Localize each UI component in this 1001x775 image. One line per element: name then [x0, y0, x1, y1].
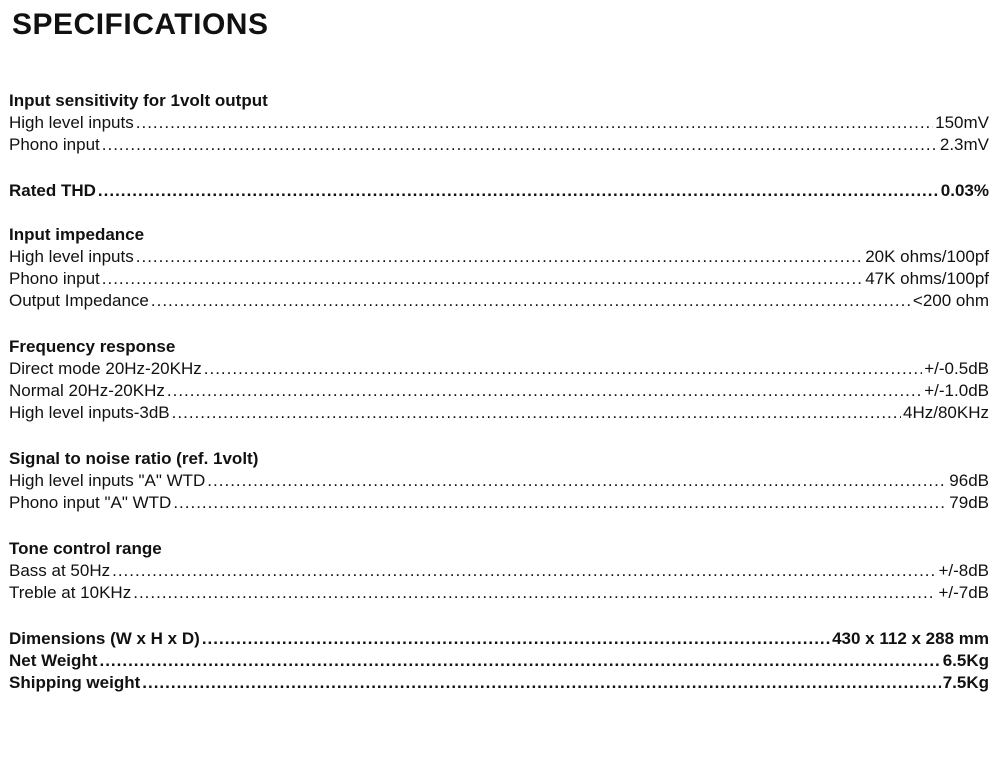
spec-label: Net Weight [9, 651, 98, 670]
spec-label: Output Impedance [9, 291, 149, 310]
dot-leader [172, 402, 901, 424]
spec-label: Phono input [9, 135, 100, 154]
spec-row [9, 470, 989, 492]
dot-leader [142, 672, 940, 694]
spec-row [9, 560, 989, 582]
dot-leader [133, 582, 936, 604]
spec-label: High level inputs [9, 113, 134, 132]
spec-label: Bass at 50Hz [9, 561, 111, 580]
spec-value: 47K ohms/100pf [865, 269, 989, 288]
dot-leader [112, 560, 936, 582]
section-heading: Signal to noise ratio (ref. 1volt) [9, 449, 259, 468]
spec-label: High level inputs-3dB [9, 403, 170, 422]
spec-label: Normal 20Hz-20KHz [9, 381, 165, 400]
spec-section [9, 224, 989, 312]
section-heading: Input impedance [9, 225, 145, 244]
dot-leader [204, 358, 923, 380]
spec-section [9, 538, 989, 604]
dot-leader [98, 180, 939, 202]
dot-leader [167, 380, 922, 402]
section-heading: Frequency response [9, 337, 176, 356]
spec-row [9, 290, 989, 312]
spec-value: 4Hz/80KHz [903, 403, 989, 422]
spec-value: 79dB [949, 493, 989, 512]
spec-row [9, 112, 989, 134]
dot-leader [136, 112, 933, 134]
section-heading: Input sensitivity for 1volt output [9, 91, 268, 110]
spec-label: Dimensions (W x H x D) [9, 629, 200, 648]
spec-section [9, 90, 989, 156]
spec-label: High level inputs [9, 247, 134, 266]
spec-row [9, 358, 989, 380]
spec-label: Phono input [9, 269, 100, 288]
spec-label: Treble at 10KHz [9, 583, 132, 602]
dot-leader [151, 290, 911, 312]
spec-section [9, 628, 989, 694]
spec-row [9, 402, 989, 424]
spec-row [9, 268, 989, 290]
section-heading: Tone control range [9, 539, 162, 558]
spec-value: +/-7dB [938, 583, 989, 602]
dot-leader [202, 628, 830, 650]
spec-value: 150mV [935, 113, 989, 132]
spec-label: Phono input "A" WTD [9, 493, 172, 512]
spec-value: 6.5Kg [942, 651, 989, 670]
spec-value: 430 x 112 x 288 mm [832, 629, 989, 648]
spec-value: 2.3mV [939, 135, 989, 154]
spec-row [9, 134, 989, 156]
spec-row [9, 628, 989, 650]
spec-value: 0.03% [940, 181, 989, 200]
spec-row [9, 650, 989, 672]
spec-value: +/-0.5dB [924, 359, 989, 378]
spec-value: 20K ohms/100pf [865, 247, 989, 266]
spec-row [9, 380, 989, 402]
spec-value: +/-1.0dB [924, 381, 989, 400]
dot-leader [102, 134, 938, 156]
spec-row [9, 672, 989, 694]
spec-row [9, 180, 989, 202]
spec-row [9, 492, 989, 514]
dot-leader [207, 470, 947, 492]
dot-leader [102, 268, 863, 290]
spec-label: Shipping weight [9, 673, 141, 692]
page-title: SPECIFICATIONS [12, 8, 269, 41]
spec-value: <200 ohm [912, 291, 989, 310]
dot-leader [173, 492, 947, 514]
spec-label: Direct mode 20Hz-20KHz [9, 359, 202, 378]
spec-section [9, 336, 989, 424]
spec-row [9, 582, 989, 604]
spec-value: +/-8dB [938, 561, 989, 580]
dot-leader [99, 650, 940, 672]
spec-label: Rated THD [9, 181, 96, 200]
dot-leader [136, 246, 863, 268]
spec-sections [9, 90, 989, 718]
spec-section [9, 180, 989, 202]
spec-section [9, 448, 989, 514]
spec-value: 96dB [949, 471, 989, 490]
spec-row [9, 246, 989, 268]
spec-label: High level inputs "A" WTD [9, 471, 206, 490]
spec-value: 7.5Kg [942, 673, 989, 692]
